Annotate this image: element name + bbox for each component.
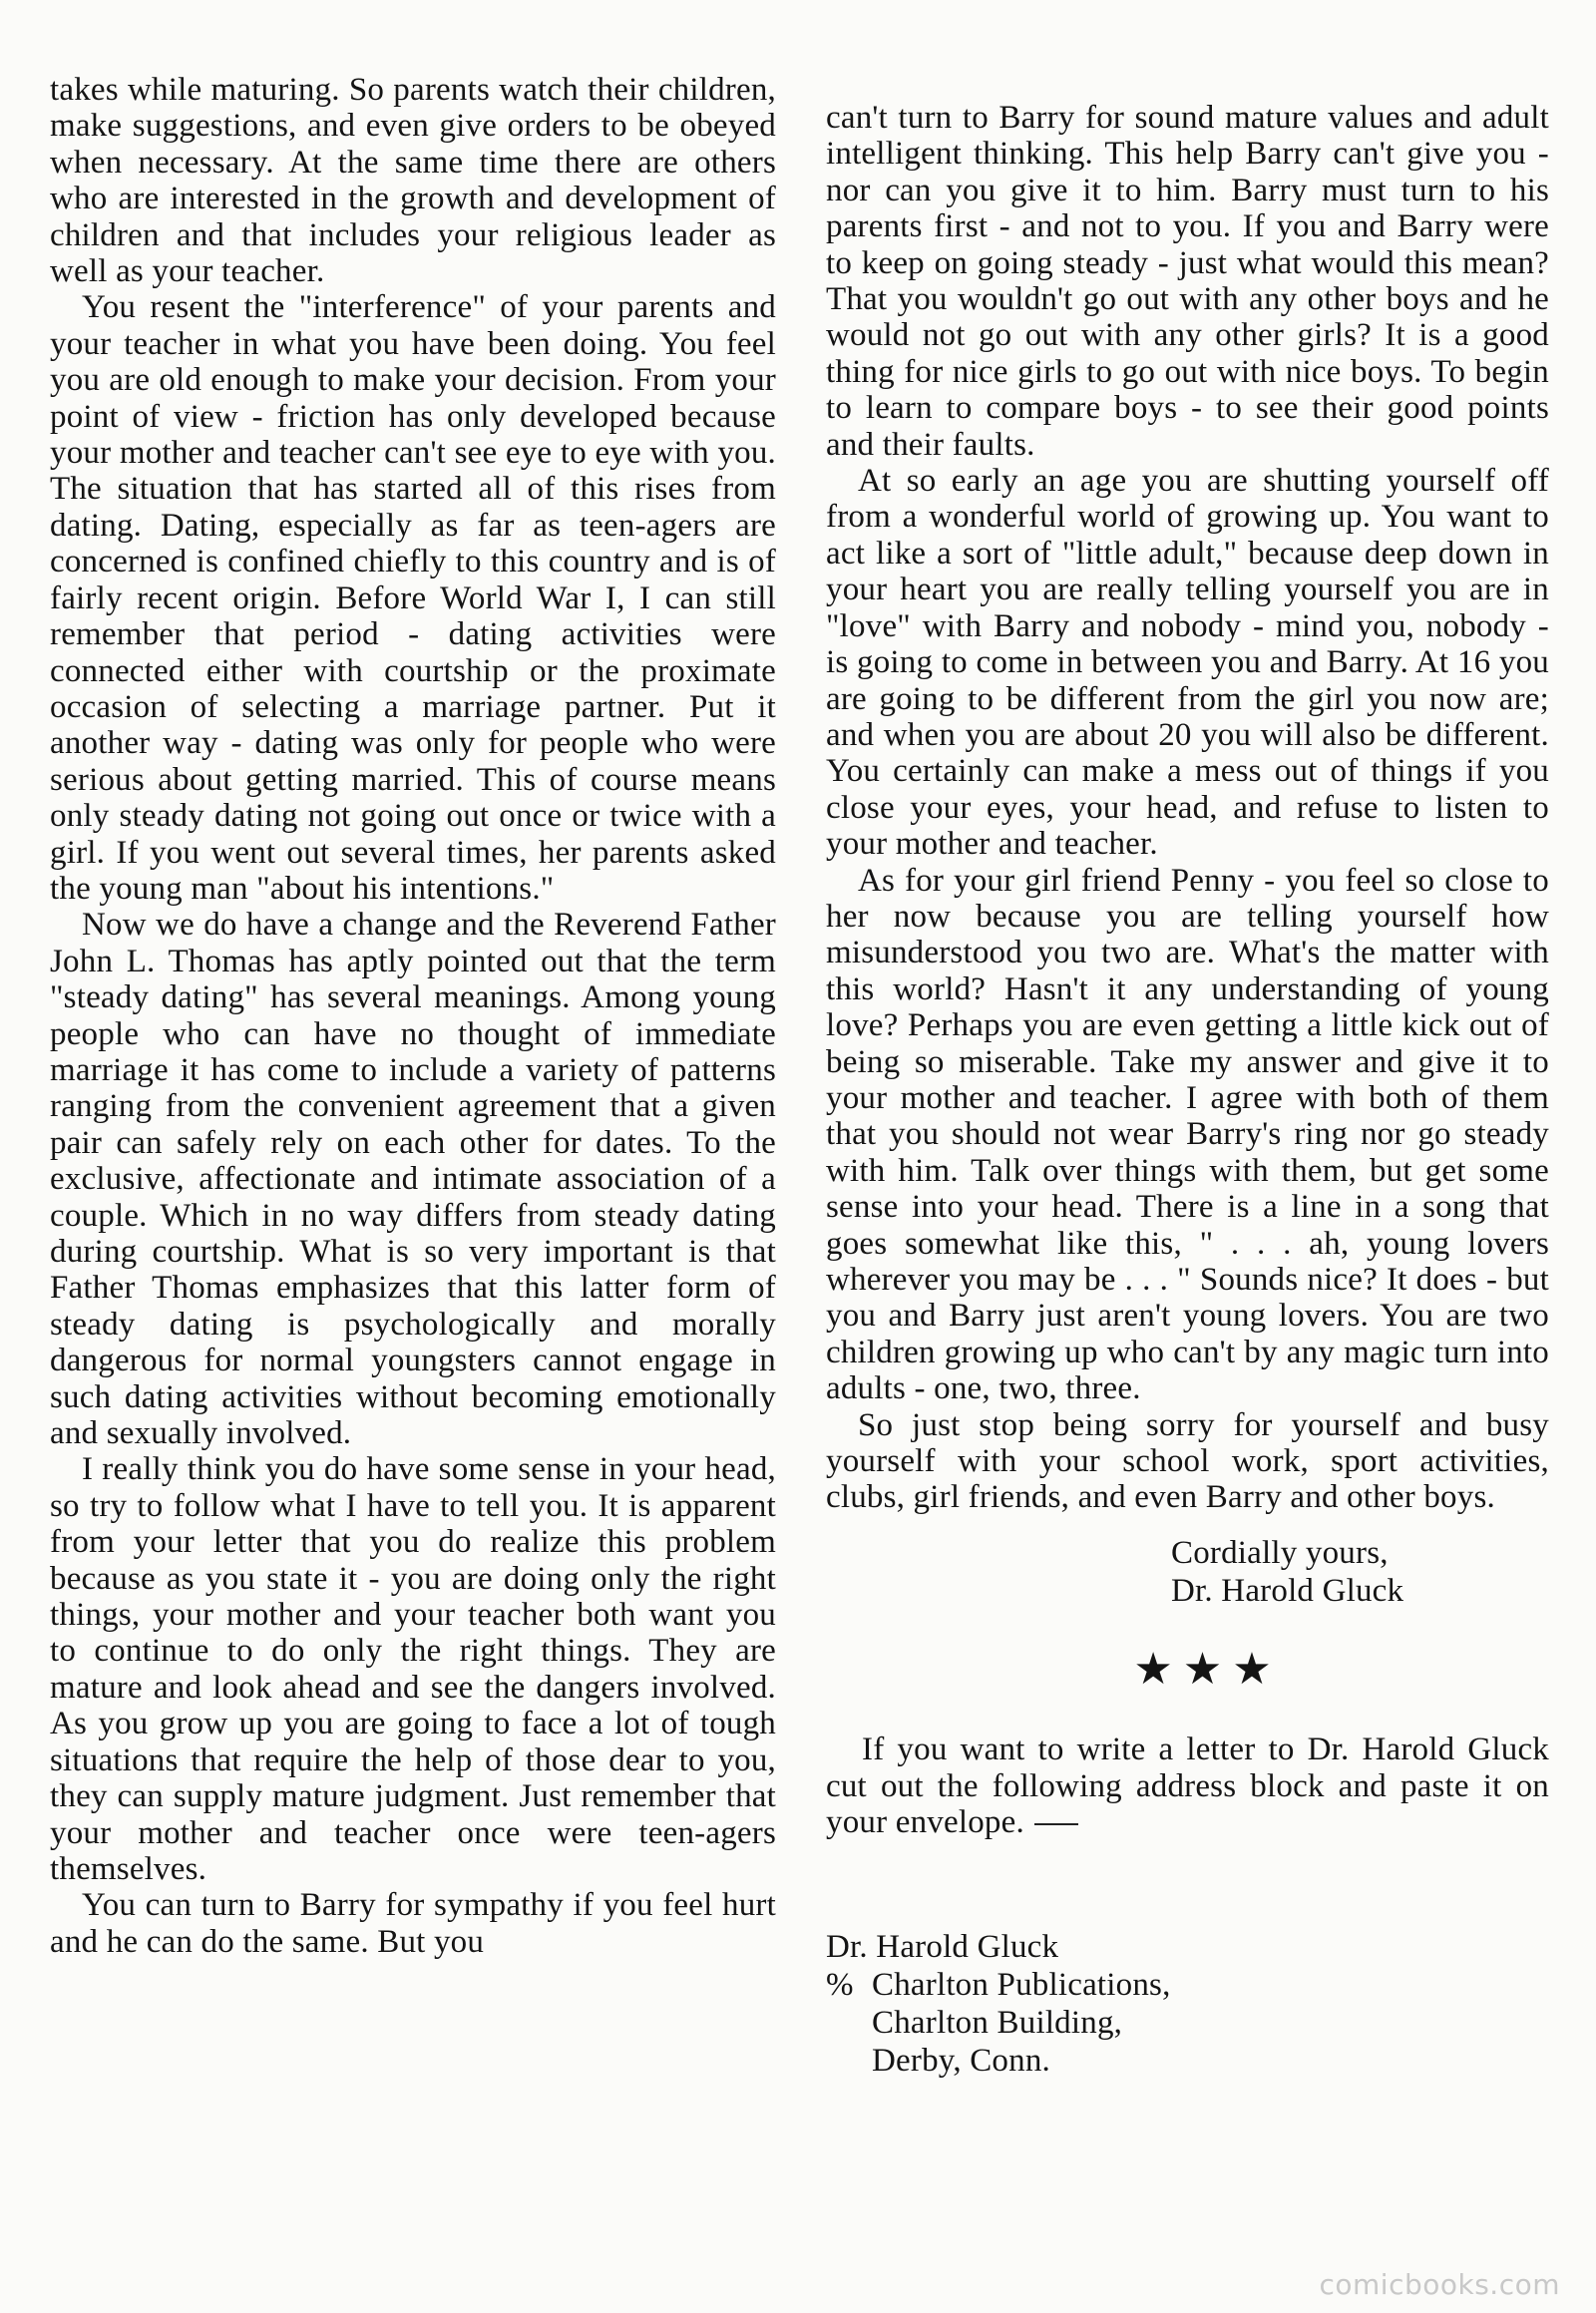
paragraph: can't turn to Barry for sound mature values and adult intelligent thinking. This help Barry can't give you - nor can you give it to him. Barry must turn to his parents first - and not to you. If you and Barry were to keep on going steady - just what would this mean? That you wouldn't go out with any other boys and he would not go out with any other girls? It is a good thing for nice girls to go out with nice boys. To begin to learn to compare boys - to see their good points and their faults. xyxy=(826,100,1549,463)
address-line: Derby, Conn. xyxy=(872,2043,1050,2080)
paragraph: Now we do have a change and the Reverend Father John L. Thomas has aptly pointed out that the term "steady dating" has several meanings. Among young people who can have no thought of immediate marriage it has come to include a variety of patterns ranging from the convenient agreement that a given pair can safely rely on each other for dates. To the exclusive, affectionate and intimate association of a couple. Which in no way differs from steady dating during courtship. What is so very important is that Father Thomas emphasizes that this latter form of steady dating is psychologically and morally dangerous for normal youngsters cannot engage in such dating activities without becoming emotionally and sexually involved. xyxy=(50,907,776,1452)
cut-line xyxy=(1034,1823,1078,1825)
star-separator: ★★★ xyxy=(1133,1644,1282,1694)
address-block xyxy=(826,1928,1549,2080)
left-column xyxy=(50,72,776,1960)
write-note-text: If you want to write a letter to Dr. Harold Gluck cut out the following address block and paste it on your envelope. xyxy=(826,1732,1549,1841)
write-note xyxy=(826,1732,1549,1840)
paragraph: takes while maturing. So parents watch their children, make suggestions, and even give orders to be obeyed when necessary. At the same time there are others who are interested in the growth and development of children and that includes your religious leader as well as your teacher. xyxy=(50,72,776,290)
watermark: comicbooks.com xyxy=(1319,2268,1560,2301)
paragraph: You resent the "interference" of your parents and your teacher in what you have been doing. You feel you are old enough to make your decision. From your point of view - friction has only developed because your mother and teacher can't see eye to eye with you. The situation that has started all of this rises from dating. Dating, especially as far as teen-agers are concerned is confined chiefly to this country and is of fairly recent origin. Before World War I, I can still remember that period - dating activities were connected either with courtship or the proximate occasion of selecting a marriage partner. Put it another way - dating was only for people who were serious about getting married. This of course means only steady dating not going out once or twice with a girl. If you went out several times, her parents asked the young man "about his intentions." xyxy=(50,289,776,907)
paragraph: So just stop being sorry for yourself and busy yourself with your school work, sport activities, clubs, girl friends, and even Barry and other boys. xyxy=(826,1406,1549,1516)
paragraph: At so early an age you are shutting yourself off from a wonderful world of growing up. You want to act like a sort of "little adult," because deep down in your heart you are really telling yourself you are in "love" with Barry and nobody - mind you, nobody - is going to come in between you and Barry. At 16 you are going to be different from the girl you now are; and when you are about 20 you will also be different. You certainly can make a mess out of things if you close your eyes, your head, and refuse to listen to your mother and teacher. xyxy=(826,463,1549,863)
closing-salutation: Cordially yours, xyxy=(1171,1534,1389,1571)
paragraph: I really think you do have some sense in your head, so try to follow what I have to tell you. It is apparent from your letter that you do realize this problem because as you state it - you are doing only the right things, your mother and your teacher both want you to continue to do only the right things. They are mature and look ahead and see the dangers involved. As you grow up you are going to face a lot of tough situations that require the help of those dear to you, they can supply mature judgment. Just remember that your mother and teacher once were teen-agers themselves. xyxy=(50,1451,776,1887)
address-name: Dr. Harold Gluck xyxy=(826,1929,1059,1966)
address-line: % Charlton Publications, xyxy=(826,1967,1171,2004)
address-line: Charlton Building, xyxy=(872,2005,1123,2042)
signature: Dr. Harold Gluck xyxy=(1171,1572,1404,1609)
paragraph: As for your girl friend Penny - you feel so close to her now because you are telling yourself how misunderstood you two are. What's the matter with this world? Hasn't it any understanding of young love? Perhaps you are even getting a little kick out of being so miserable. Take my answer and give it to your mother and teacher. I agree with both of them that you should not wear Barry's ring nor go steady with him. Talk over things with them, but get some sense into your head. There is a line in a song that goes somewhat like this, " . . . ah, young lovers wherever you may be . . . " Sounds nice? It does - but you and Barry just aren't young lovers. You are two children growing up who can't by any magic turn into adults - one, two, three. xyxy=(826,862,1549,1407)
letter-closing xyxy=(826,1534,1549,1610)
right-column xyxy=(826,100,1549,2080)
paragraph: You can turn to Barry for sympathy if you feel hurt and he can do the same. But you xyxy=(50,1887,776,1960)
care-of-symbol: % xyxy=(826,1967,854,2004)
